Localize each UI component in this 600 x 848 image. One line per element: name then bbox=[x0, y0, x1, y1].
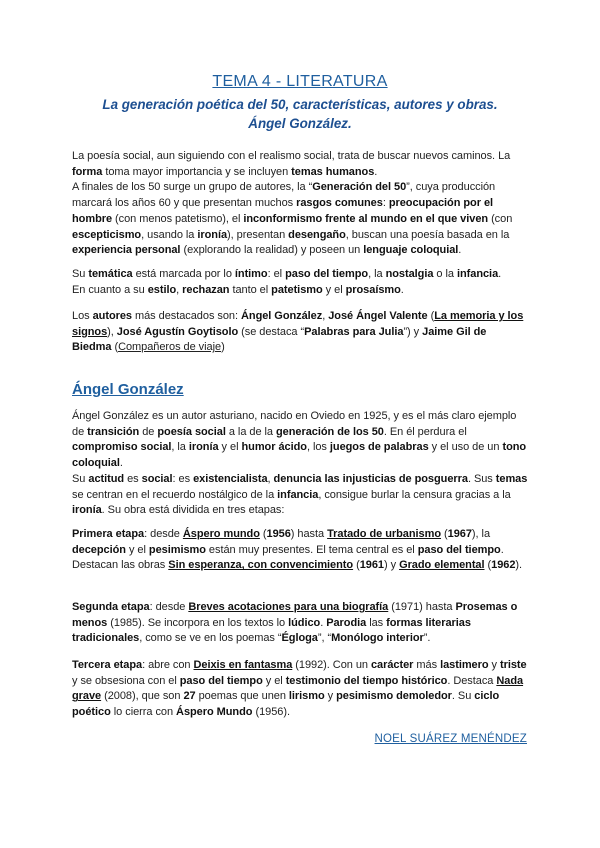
autores-paragraph: Los autores más destacados son: Ángel González, José Ángel Valente (La memoria y los signos), José Agustín Goytisolo (se destaca “Palabras para Julia”) y Jaime Gil de Biedma (Compañeros de viaje) bbox=[72, 310, 524, 354]
work-link-aspero-mundo[interactable]: Áspero mundo bbox=[182, 528, 260, 540]
work-link-companeros[interactable]: Compañeros de viaje bbox=[118, 341, 222, 354]
subtitle-line-2: Ángel González. bbox=[248, 116, 352, 131]
primera-etapa-paragraph: Primera etapa: desde Áspero mundo (1956) hasta Tratado de urbanismo (1967), la decepción y el pesimismo están muy presentes. El tema central es el paso del tiempo. Destacan las obras Sin esperanza, con convencimiento (1961) y Grado elemental (1962). bbox=[72, 528, 523, 572]
tematica-paragraph: Su temática está marcada por lo íntimo: el paso del tiempo, la nostalgia o la infancia. En cuanto a su estilo, rechazan tanto el patetismo y el prosaísmo. bbox=[72, 268, 502, 296]
work-link-sin-esperanza[interactable]: Sin esperanza, con convencimiento bbox=[168, 559, 354, 572]
work-link-grado-elemental[interactable]: Grado elemental bbox=[399, 559, 485, 572]
tercera-etapa-paragraph: Tercera etapa: abre con Deixis en fantasma (1992). Con un carácter más lastimero y triste y se obsesiona con el paso del tiempo y el testimonio del tiempo histórico. Destaca Nada grave (2008), que son 27 poemas que unen lirismo y pesimismo demoledor. Su ciclo poético lo cierra con Áspero Mundo (1956). bbox=[72, 659, 527, 719]
bio-paragraph: Ángel González es un autor asturiano, nacido en Oviedo en 1925, y es el más claro ejemplo de transición de poesía social a la de la generación de los 50. En él perdura el compromiso social, la ironía y el humor ácido, los juegos de palabras y el uso de un tono coloquial. Su actitud es social: es existencialista, denuncia las injusticias de posguerra. Sus temas se centran en el recuerdo nostálgico de la infancia, consigue burlar la censura gracias a la ironía. Su obra está dividida en tres etapas: bbox=[72, 410, 528, 517]
intro-paragraph-1: La poesía social, aun siguiendo con el realismo social, trata de buscar nuevos caminos. La forma toma mayor importancia y se incluyen temas humanos. bbox=[72, 150, 511, 178]
work-link-tratado[interactable]: Tratado de urbanismo bbox=[327, 528, 442, 540]
work-link-nada-grave[interactable]: Nada grave bbox=[72, 674, 524, 703]
page-subtitle bbox=[60, 95, 540, 133]
section-heading-angel-gonzalez: Ángel González bbox=[72, 381, 184, 398]
segunda-etapa-paragraph: Segunda etapa: desde Breves acotaciones para una biografía (1971) hasta Prosemas o menos (1985). Se incorpora en los textos lo lúdico. Parodia las formas literarias tradicionales, como se ve en los poemas “Égloga”, “Monólogo interior”. bbox=[72, 601, 518, 645]
work-link-breves-acotaciones[interactable]: Breves acotaciones para una biografía bbox=[188, 601, 389, 613]
page-title: TEMA 4 - LITERATURA bbox=[212, 73, 388, 90]
work-link-memoria[interactable]: La memoria y los signos bbox=[72, 310, 524, 338]
subtitle-line-1: La generación poética del 50, características, autores y obras. bbox=[102, 97, 498, 112]
intro-block bbox=[72, 149, 528, 259]
author-signature: NOEL SUÁREZ MENÉNDEZ bbox=[374, 733, 527, 745]
work-link-deixis[interactable]: Deixis en fantasma bbox=[193, 659, 293, 671]
intro-paragraph-2: A finales de los 50 surge un grupo de autores, la “Generación del 50”, cuya producción marcará los años 60 y que presentan muchos rasgos comunes: preocupación por el hombre (con menos patetismo), el inconformismo frente al mundo en el que viven (con escepticismo, usando la ironía), presentan desengaño, buscan una poesía basada en la experiencia personal (explorando la realidad) y poseen un lenguaje coloquial. bbox=[72, 181, 513, 257]
